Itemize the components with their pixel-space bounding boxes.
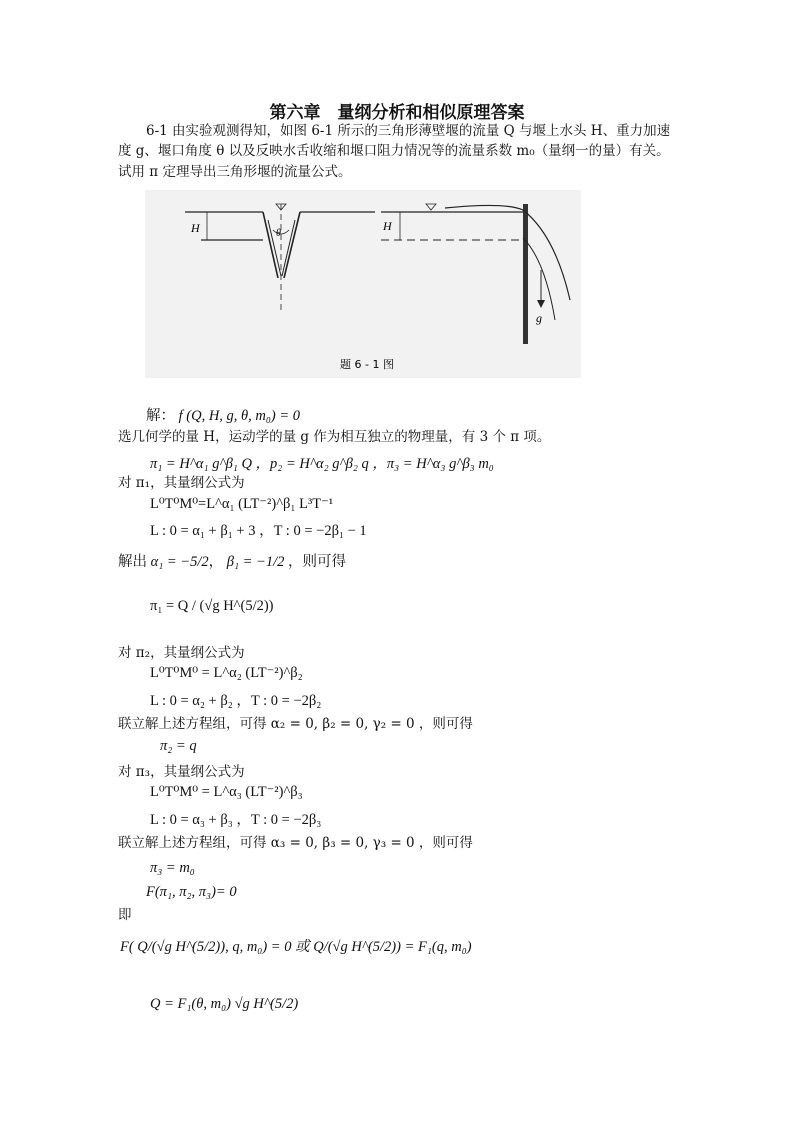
F-substituted: F( Q/(√g H^(5/2)), q, m₀) = 0 或 Q/(√g H^(5/2)) = F₁(q, m₀) xyxy=(120,939,472,955)
pi2-dimension-formula: L⁰T⁰M⁰ = L^α₂ (LT⁻²)^β₂ xyxy=(150,665,303,681)
figure-label-theta: θ xyxy=(276,228,281,239)
problem-line-2: 度 g、堰口角度 θ 以及反映水舌收缩和堰口阻力情况等的流量系数 m₀（量纲一的量）有关。 xyxy=(118,143,670,159)
figure-caption: 题 6 - 1 图 xyxy=(340,358,394,371)
solve1-suffix: ，则可得 xyxy=(288,554,346,570)
F-equation: F(π₁, π₂, π₃)= 0 xyxy=(146,884,237,900)
pi3-equations: L : 0 = α₃ + β₃ ，T : 0 = −2β₃ xyxy=(150,812,322,828)
equation-f: f (Q, H, g, θ, m₀) = 0 xyxy=(178,408,301,424)
figure-6-1 xyxy=(145,190,581,378)
solve1-beta: β₁ = −1/2 xyxy=(226,554,285,570)
choose-quantities: 选几何学的量 H，运动学的量 g 作为相互独立的物理量，有 3 个 π 项。 xyxy=(118,429,551,445)
pi1-result: π₁ = Q / (√g H^(5/2)) xyxy=(150,598,274,614)
pi1-heading: 对 π₁，其量纲公式为 xyxy=(118,475,245,491)
pi3-result: π₃ = m₀ xyxy=(150,860,195,876)
pi1-dimension-formula: L⁰T⁰M⁰=L^α₁ (LT⁻²)^β₁ L³T⁻¹ xyxy=(150,496,334,512)
pi3-joint-solution: 联立解上述方程组，可得 α₃ = 0, β₃ = 0, γ₃ = 0 ，则可得 xyxy=(118,835,473,851)
figure-label-g: g xyxy=(536,311,542,325)
problem-line-3: 试用 π 定理导出三角形堰的流量公式。 xyxy=(118,164,352,180)
figure-label-H-left: H xyxy=(191,221,200,235)
weir-diagram xyxy=(145,190,581,378)
pi3-heading: 对 π₃，其量纲公式为 xyxy=(118,764,245,780)
solve1-alpha: α₁ = −5/2 xyxy=(150,554,209,570)
solution-label: 解： xyxy=(146,408,175,424)
pi1-equations: L : 0 = α₁ + β₁ + 3 ，T : 0 = −2β₁ − 1 xyxy=(150,523,367,539)
pi2-result: π₂ = q xyxy=(160,738,197,754)
problem-line-1: 6-1 由实验观测得知，如图 6-1 所示的三角形薄壁堰的流量 Q 与堰上水头 H、重力加速 xyxy=(146,123,671,139)
figure-label-H-right: H xyxy=(383,219,392,233)
pi2-joint-solution: 联立解上述方程组，可得 α₂ = 0, β₂ = 0, γ₂ = 0 ，则可得 xyxy=(118,716,473,732)
solve1-prefix: 解出 xyxy=(118,554,147,570)
pi3-dimension-formula: L⁰T⁰M⁰ = L^α₃ (LT⁻²)^β₃ xyxy=(150,784,303,800)
final-discharge-formula: Q = F₁(θ, m₀) √g H^(5/2) xyxy=(150,996,299,1012)
page-title: 第六章 量纲分析和相似原理答案 xyxy=(269,103,525,123)
pi2-equations: L : 0 = α₂ + β₂ ，T : 0 = −2β₂ xyxy=(150,693,322,709)
pi-definitions: π₁ = H^α₁ g^β₁ Q ，p₂ = H^α₂ g^β₂ q ，π₃ = H^α₃ g^β₃ m₀ xyxy=(150,456,494,472)
pi2-heading: 对 π₂，其量纲公式为 xyxy=(118,645,245,661)
ji-label: 即 xyxy=(118,907,132,923)
